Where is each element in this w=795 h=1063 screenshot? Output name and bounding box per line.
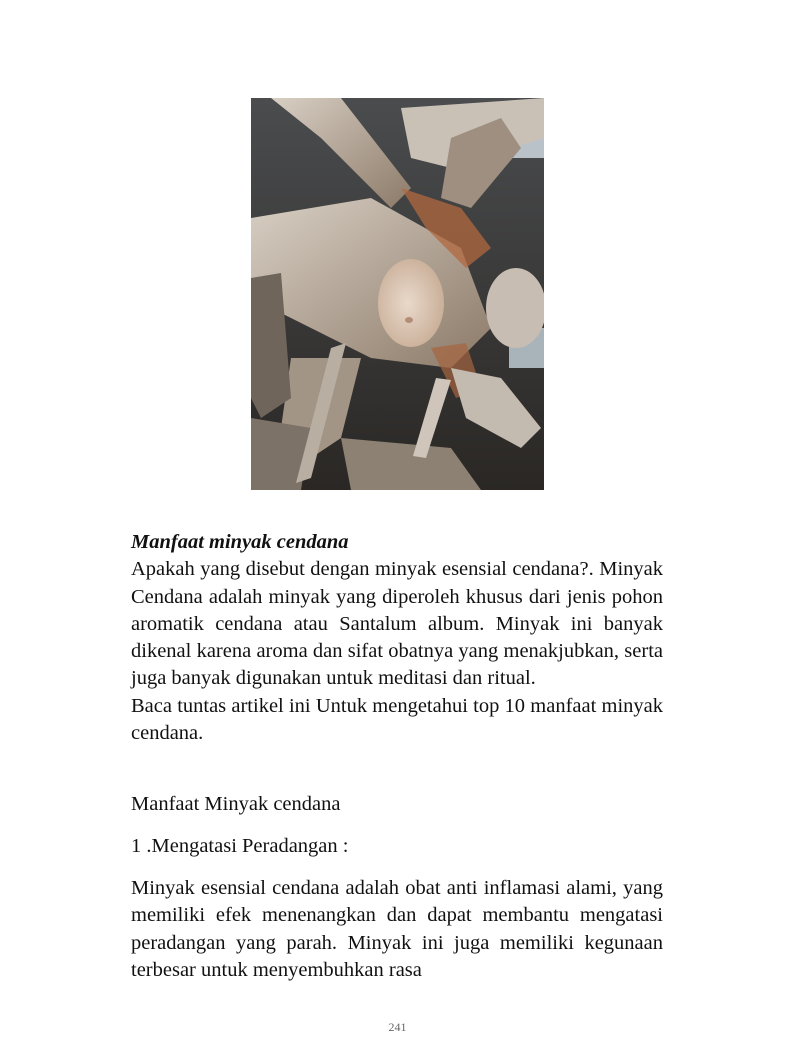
section-heading: Manfaat minyak cendana (131, 531, 349, 553)
intro-paragraph-2: Baca tuntas artikel ini Untuk mengetahui top 10 manfaat minyak cendana. (131, 694, 663, 745)
page-number: 241 (388, 1020, 407, 1034)
intro-paragraph: Apakah yang disebut dengan minyak esensial cendana?. Minyak Cendana adalah minyak yang diperoleh khusus dari jenis pohon aromatik cendana atau Santalum album. Minyak ini banyak dikenal karena aroma dan sifat obatnya yang menakjubkan, serta juga banyak digunakan untuk meditasi dan ritual. (131, 558, 663, 690)
list-item-title: 1 .Mengatasi Peradangan : (131, 835, 349, 857)
subheading: Manfaat Minyak cendana (131, 793, 341, 815)
photo-drawing (251, 98, 544, 490)
list-item-body: Minyak esensial cendana adalah obat anti inflamasi alami, yang memiliki efek menenangkan dan dapat membantu mengatasi peradangan yang parah. Minyak ini juga memiliki kegunaan terbesar untuk menyembuhkan rasa (131, 877, 663, 981)
sandalwood-logs-photo (251, 98, 544, 490)
